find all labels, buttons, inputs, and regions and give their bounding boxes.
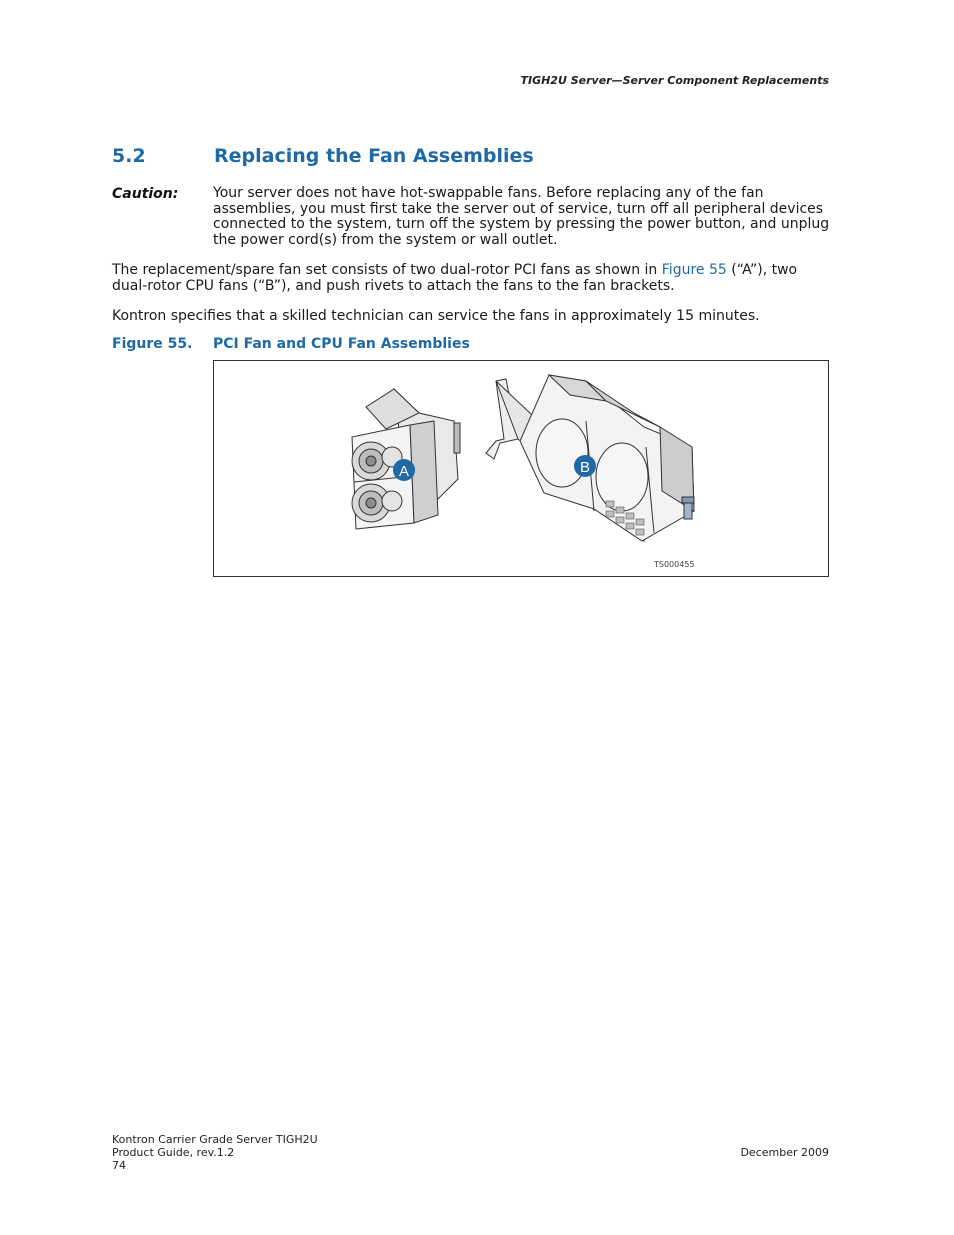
section-title: Replacing the Fan Assemblies (214, 145, 534, 167)
page-number: 74 (112, 1159, 126, 1172)
figure-frame (213, 360, 829, 577)
footer-date: December 2009 (740, 1146, 829, 1159)
footer-product-name: Kontron Carrier Grade Server TIGH2U (112, 1133, 318, 1146)
fan-set-text-end: (“A”), two dual-rotor CPU fans (“B”), and push rivets to attach the fans to the fan brackets. (112, 262, 798, 294)
footer-document-info (112, 1133, 318, 1172)
callout-a-label: A (398, 463, 410, 480)
callout-a (393, 459, 415, 481)
service-time-paragraph: Kontron specifies that a skilled technician can service the fans in approximately 15 minutes. (112, 308, 760, 324)
figure-title: PCI Fan and CPU Fan Assemblies (213, 336, 470, 352)
figure-55-link[interactable]: Figure 55 (661, 262, 727, 278)
callout-b (574, 455, 596, 477)
caution-label: Caution: (112, 186, 179, 202)
section-number: 5.2 (112, 145, 146, 167)
running-header: TIGH2U Server—Server Component Replacements (520, 74, 829, 87)
figure-number: Figure 55. (112, 336, 193, 352)
fan-set-text-start: The replacement/spare fan set consists of two dual-rotor PCI fans as shown in (112, 262, 662, 278)
pci-fan-assembly (352, 389, 460, 529)
caution-text: Your server does not have hot-swappable fans. Before replacing any of the fan assemblies, you must first take the server out of service, turn off all peripheral devices connected to the system, turn off the system by pressing the power button, and unplug the power cord(s) from the system or wall outlet. (213, 185, 830, 248)
fan-set-paragraph (112, 262, 834, 294)
fan-assemblies-illustration (214, 361, 828, 576)
footer-guide-revision: Product Guide, rev.1.2 (112, 1146, 235, 1159)
callout-b-label: B (579, 459, 591, 476)
figure-image-id: TS000455 (654, 560, 695, 569)
